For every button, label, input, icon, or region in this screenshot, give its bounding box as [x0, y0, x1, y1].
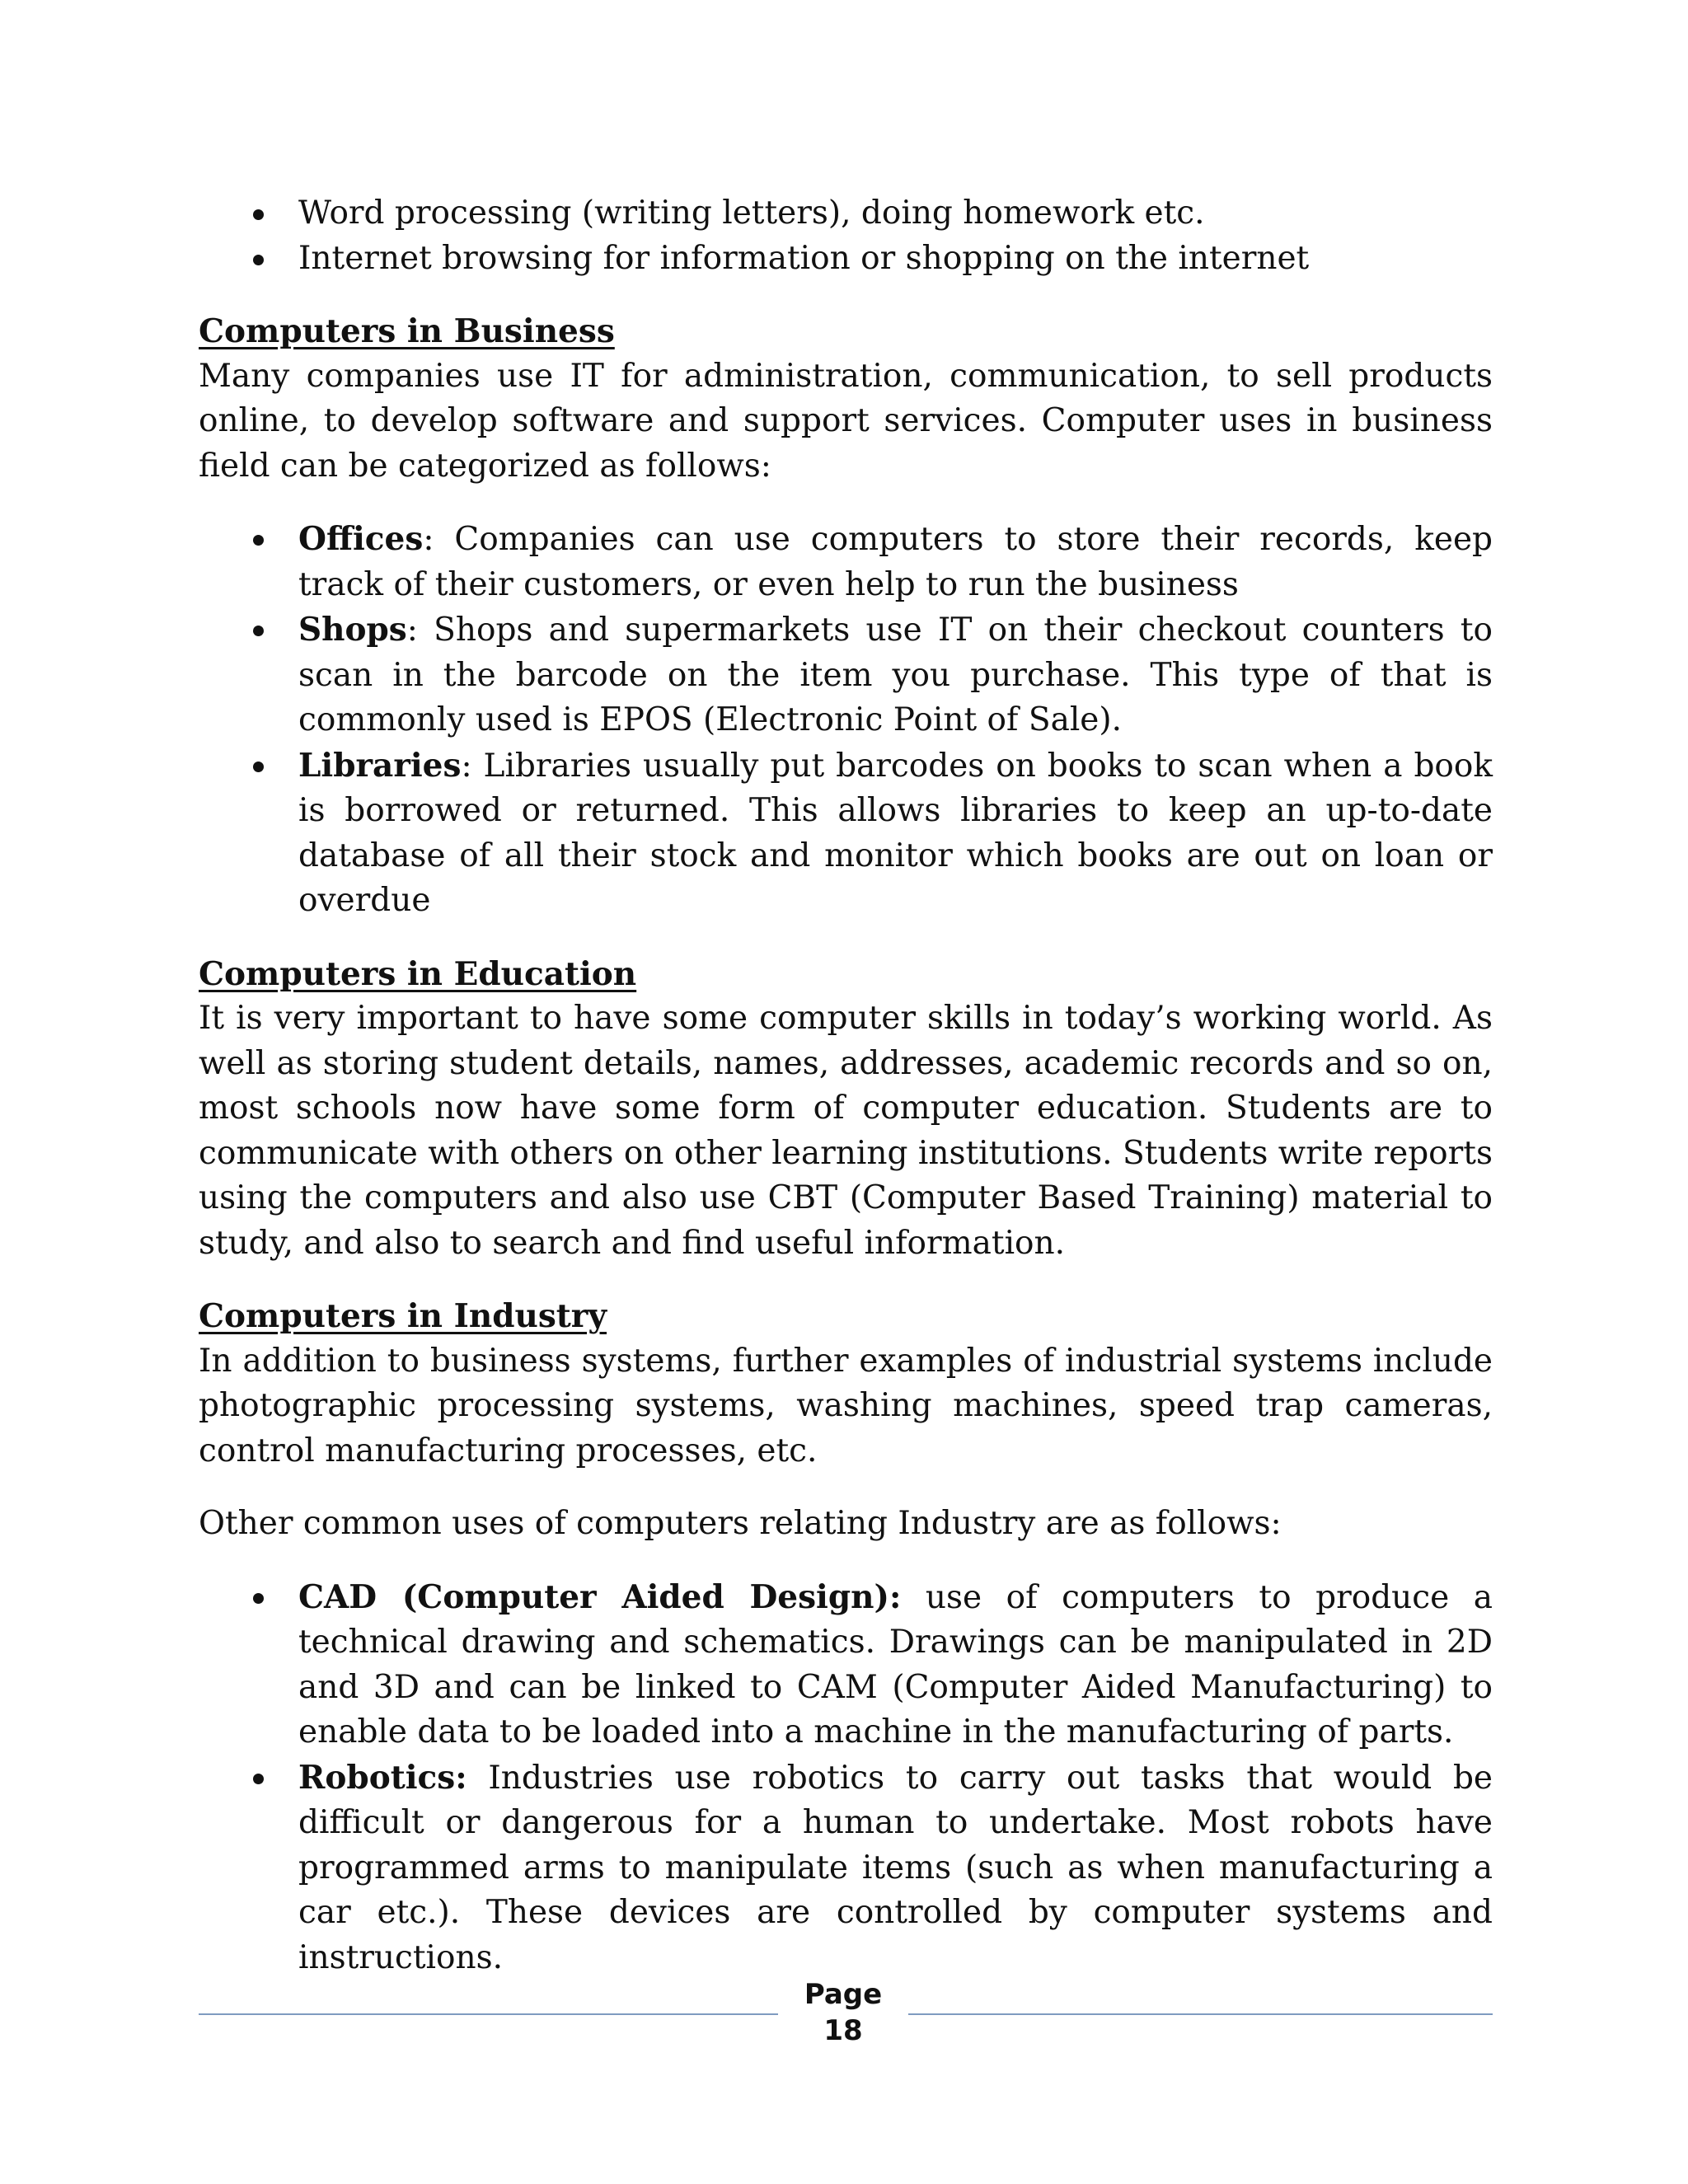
education-paragraph: It is very important to have some computer skills in today’s working world. As well as storing student details, names, addresses, academic records and so on, most schools now have some form of computer education. Students are to communicate with others on other learning institutions. Students write reports using the computers and also use CBT (Computer Based Training) material to study, and also to search and find useful information. — [199, 1000, 1493, 1262]
business-paragraph: Many companies use IT for administration, communication, to sell products online, to develop software and support services. Computer uses in business field can be categorized as follows: — [199, 357, 1493, 485]
list-item — [199, 1575, 1493, 1755]
list-item-label: Libraries — [298, 746, 462, 785]
section-heading-business: Computers in Business — [199, 312, 615, 350]
page-number-block — [784, 1976, 903, 2049]
industry-paragraph: In addition to business systems, further examples of industrial systems include photographic processing systems, washing machines, speed trap cameras, control manufacturing processes, etc. — [199, 1342, 1493, 1469]
intro-bullet-list — [199, 191, 1493, 281]
footer-rule-left — [199, 2013, 778, 2015]
list-item-text: : Shops and supermarkets use IT on their checkout counters to scan in the barcode on the item you purchase. This type of that is commonly used is EPOS (Electronic Point of Sale). — [298, 612, 1493, 738]
list-item-label: Robotics: — [298, 1758, 467, 1797]
section-heading-education: Computers in Education — [199, 954, 637, 993]
list-item-text: : Libraries usually put barcodes on books to scan when a book is borrowed or returned. This allows libraries to keep an up-to-date database of all their stock and monitor which books are out on loan or overdue — [298, 747, 1493, 919]
list-item-text: use of computers to produce a technical drawing and schematics. Drawings can be manipulated in 2D and 3D and can be linked to CAM (Computer Aided Manufacturing) to enable data to be loaded into a machine in the manufacturing of parts. — [298, 1578, 1493, 1750]
footer-rule-right — [908, 2013, 1493, 2015]
list-item-text: : Companies can use computers to store their records, keep track of their customers, or even help to run the business — [298, 521, 1493, 603]
section-heading-industry: Computers in Industry — [199, 1297, 607, 1335]
industry-uses-intro: Other common uses of computers relating Industry are as follows: — [199, 1505, 1282, 1542]
list-item-label: Shops — [298, 611, 407, 649]
business-bullet-list — [199, 517, 1493, 924]
page-content — [199, 191, 1493, 1980]
list-item-text: Word processing (writing letters), doing homework etc. — [298, 194, 1205, 232]
page-label: Page — [804, 1978, 883, 2011]
list-item-text: Internet browsing for information or shopping on the internet — [298, 239, 1310, 277]
industry-bullet-list — [199, 1575, 1493, 1981]
list-item — [199, 1755, 1493, 1981]
list-item-text: Industries use robotics to carry out tasks that would be difficult or dangerous for a human to undertake. Most robots have programmed arms to manipulate items (such as when manufacturing a car etc.). These devices are controlled by computer systems and instructions. — [298, 1759, 1493, 1976]
list-item — [199, 237, 1493, 282]
page-number: 18 — [823, 2014, 863, 2047]
list-item-label: CAD (Computer Aided Design): — [298, 1577, 902, 1616]
list-item-label: Offices — [298, 520, 424, 558]
list-item — [199, 743, 1493, 924]
page-footer — [199, 1976, 1493, 2059]
list-item — [199, 191, 1493, 237]
list-item — [199, 517, 1493, 607]
list-item — [199, 607, 1493, 743]
